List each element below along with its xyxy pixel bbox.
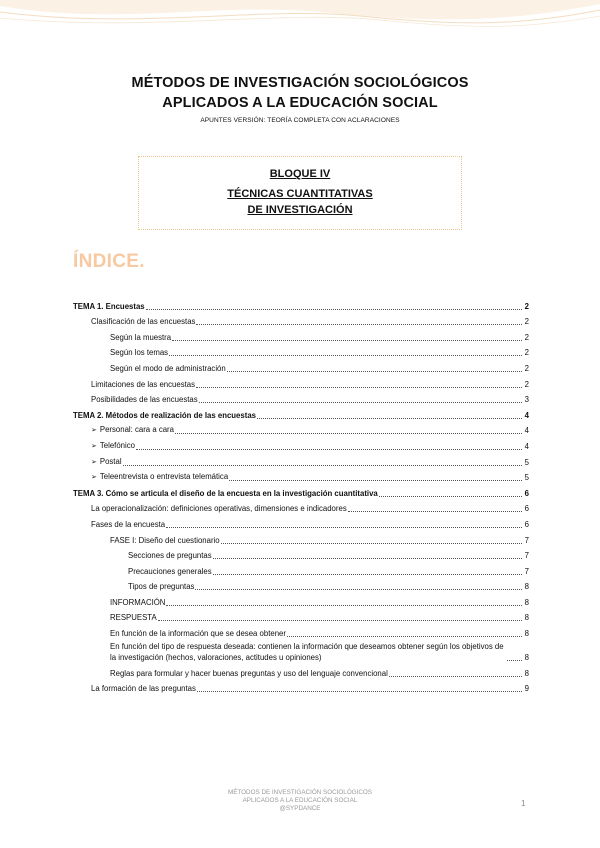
document-title-line-2: APLICADOS A LA EDUCACIÓN SOCIAL bbox=[162, 95, 438, 111]
arrow-bullet-icon: ➢ bbox=[91, 474, 97, 482]
toc-page-number: 2 bbox=[524, 332, 529, 342]
toc-page-number: 5 bbox=[524, 457, 529, 467]
toc-page-number: 8 bbox=[524, 653, 529, 663]
toc-entry[interactable] bbox=[73, 390, 529, 406]
toc-leader bbox=[175, 433, 522, 434]
toc-leader bbox=[213, 558, 522, 559]
toc-entry[interactable] bbox=[73, 592, 529, 608]
toc-page-number: 4 bbox=[524, 441, 529, 451]
toc-page-number: 8 bbox=[524, 582, 529, 592]
toc-leader bbox=[166, 605, 522, 606]
footer-line-2: APLICADOS A LA EDUCACIÓN SOCIAL bbox=[242, 797, 358, 804]
block-title-line-1: TÉCNICAS CUANTITATIVAS bbox=[227, 188, 373, 200]
toc-page-number: 8 bbox=[524, 597, 529, 607]
toc-entry[interactable] bbox=[73, 514, 529, 530]
page-footer bbox=[0, 789, 600, 813]
toc-page-number: 7 bbox=[524, 551, 529, 561]
toc-leader bbox=[123, 465, 522, 466]
toc-entry-label: Telefónico bbox=[99, 440, 135, 450]
toc-entry-text: RESPUESTA bbox=[110, 613, 157, 623]
toc-page-number: 7 bbox=[524, 535, 529, 545]
toc-page-number: 8 bbox=[524, 668, 529, 678]
toc-entry[interactable] bbox=[73, 483, 529, 499]
toc-leader bbox=[166, 527, 522, 528]
toc-leader bbox=[257, 418, 522, 419]
header-wave-decoration bbox=[0, 0, 600, 30]
toc-entry-text: Según el modo de administración bbox=[110, 363, 226, 373]
toc-leader bbox=[507, 660, 522, 661]
toc-entry[interactable] bbox=[73, 679, 529, 695]
toc-leader bbox=[195, 589, 522, 590]
toc-leader bbox=[227, 371, 522, 372]
toc-entry[interactable] bbox=[73, 623, 529, 639]
toc-entry-label: Personal: cara a cara bbox=[99, 425, 174, 435]
toc-entry[interactable] bbox=[73, 436, 529, 452]
toc-entry[interactable] bbox=[73, 546, 529, 562]
arrow-bullet-icon: ➢ bbox=[91, 442, 97, 450]
toc-entry[interactable] bbox=[73, 577, 529, 593]
footer-line-3: @SYPDANCE bbox=[279, 805, 321, 812]
toc-leader bbox=[389, 676, 522, 677]
table-of-contents bbox=[73, 296, 529, 694]
toc-leader bbox=[199, 402, 522, 403]
toc-leader bbox=[158, 620, 522, 621]
toc-entry-text: Según la muestra bbox=[110, 332, 172, 342]
toc-entry[interactable] bbox=[73, 343, 529, 359]
document-header bbox=[0, 73, 600, 124]
toc-page-number: 5 bbox=[524, 473, 529, 483]
toc-entry[interactable] bbox=[73, 327, 529, 343]
toc-page-number: 3 bbox=[524, 395, 529, 405]
toc-entry-text: Posibilidades de las encuestas bbox=[91, 395, 198, 405]
toc-leader bbox=[136, 449, 522, 450]
toc-entry[interactable] bbox=[73, 639, 529, 663]
toc-entry-label: Postal bbox=[99, 456, 122, 466]
toc-entry-text bbox=[91, 472, 228, 483]
toc-entry-text: Secciones de preguntas bbox=[128, 551, 212, 561]
toc-entry-text: En función del tipo de respuesta deseada: contienen la información que deseamos obtener según los objetivos de la investigación (hechos, valoraciones, actitudes u opiniones) bbox=[110, 642, 504, 663]
toc-entry[interactable] bbox=[73, 358, 529, 374]
toc-page-number: 4 bbox=[524, 426, 529, 436]
toc-entry[interactable] bbox=[73, 312, 529, 328]
footer-line-1: MÉTODOS DE INVESTIGACIÓN SOCIOLÓGICOS bbox=[227, 789, 373, 796]
toc-entry-text bbox=[91, 425, 174, 436]
page-number: 1 bbox=[521, 799, 526, 808]
document-title-line-1: MÉTODOS DE INVESTIGACIÓN SOCIOLÓGICOS bbox=[131, 75, 469, 91]
toc-entry-text bbox=[91, 457, 122, 468]
toc-entry[interactable] bbox=[73, 374, 529, 390]
toc-leader bbox=[172, 340, 522, 341]
document-subtitle: APUNTES VERSIÓN: TEORÍA COMPLETA CON ACLARACIONES bbox=[200, 117, 400, 124]
toc-page-number: 2 bbox=[524, 348, 529, 358]
toc-page-number: 4 bbox=[524, 410, 529, 420]
toc-entry-text: TEMA 2. Métodos de realización de las encuestas bbox=[73, 410, 256, 420]
toc-entry-text: Clasificación de las encuestas bbox=[91, 317, 196, 327]
toc-entry-label: Teleentrevista o entrevista telemática bbox=[99, 472, 229, 482]
toc-leader bbox=[221, 543, 522, 544]
toc-entry[interactable] bbox=[73, 608, 529, 624]
toc-leader bbox=[287, 636, 522, 637]
toc-page-number: 6 bbox=[524, 504, 529, 514]
block-title-line-2: DE INVESTIGACIÓN bbox=[247, 204, 353, 216]
toc-page-number: 6 bbox=[524, 488, 529, 498]
toc-page-number: 6 bbox=[524, 519, 529, 529]
index-heading: ÍNDICE. bbox=[73, 251, 145, 272]
toc-entry[interactable] bbox=[73, 405, 529, 421]
toc-page-number: 2 bbox=[524, 379, 529, 389]
block-heading-box bbox=[138, 156, 462, 230]
toc-entry[interactable] bbox=[73, 530, 529, 546]
arrow-bullet-icon: ➢ bbox=[91, 427, 97, 435]
block-number: BLOQUE IV bbox=[269, 168, 331, 180]
toc-entry-text: Limitaciones de las encuestas bbox=[91, 379, 196, 389]
toc-entry-text: La operacionalización: definiciones operativas, dimensiones e indicadores bbox=[91, 504, 347, 514]
toc-entry[interactable] bbox=[73, 663, 529, 679]
toc-entry-text: Precauciones generales bbox=[128, 566, 212, 576]
toc-leader bbox=[379, 496, 522, 497]
toc-entry-text: Tipos de preguntas bbox=[128, 582, 195, 592]
toc-entry-text: Según los temas bbox=[110, 348, 169, 358]
toc-page-number: 9 bbox=[524, 684, 529, 694]
toc-entry-text bbox=[91, 441, 135, 452]
toc-leader bbox=[169, 355, 522, 356]
arrow-bullet-icon: ➢ bbox=[91, 458, 97, 466]
toc-entry-text: La formación de las preguntas bbox=[91, 684, 196, 694]
toc-entry-text: INFORMACIÓN bbox=[110, 597, 166, 607]
toc-page-number: 8 bbox=[524, 629, 529, 639]
toc-entry[interactable] bbox=[73, 421, 529, 437]
toc-entry-text: Reglas para formular y hacer buenas preguntas y uso del lenguaje convencional bbox=[110, 668, 388, 678]
toc-entry-text: En función de la información que se desea obtener bbox=[110, 629, 286, 639]
toc-entry-text: FASE I: Diseño del cuestionario bbox=[110, 535, 220, 545]
toc-entry[interactable] bbox=[73, 561, 529, 577]
toc-entry[interactable] bbox=[73, 468, 529, 484]
toc-page-number: 8 bbox=[524, 613, 529, 623]
toc-entry[interactable] bbox=[73, 452, 529, 468]
toc-leader bbox=[197, 691, 522, 692]
toc-entry-text: TEMA 3. Cómo se articula el diseño de la encuesta en la investigación cuantitativa bbox=[73, 488, 378, 498]
toc-entry[interactable] bbox=[73, 296, 529, 312]
toc-page-number: 2 bbox=[524, 363, 529, 373]
toc-leader bbox=[196, 387, 522, 388]
toc-page-number: 2 bbox=[524, 301, 529, 311]
toc-entry-text: Fases de la encuesta bbox=[91, 519, 166, 529]
toc-leader bbox=[146, 309, 522, 310]
toc-leader bbox=[213, 574, 522, 575]
toc-entry-text: TEMA 1. Encuestas bbox=[73, 301, 145, 311]
toc-leader bbox=[229, 480, 522, 481]
toc-leader bbox=[196, 324, 522, 325]
toc-page-number: 2 bbox=[524, 317, 529, 327]
toc-entry[interactable] bbox=[73, 499, 529, 515]
toc-page-number: 7 bbox=[524, 566, 529, 576]
toc-leader bbox=[348, 511, 522, 512]
